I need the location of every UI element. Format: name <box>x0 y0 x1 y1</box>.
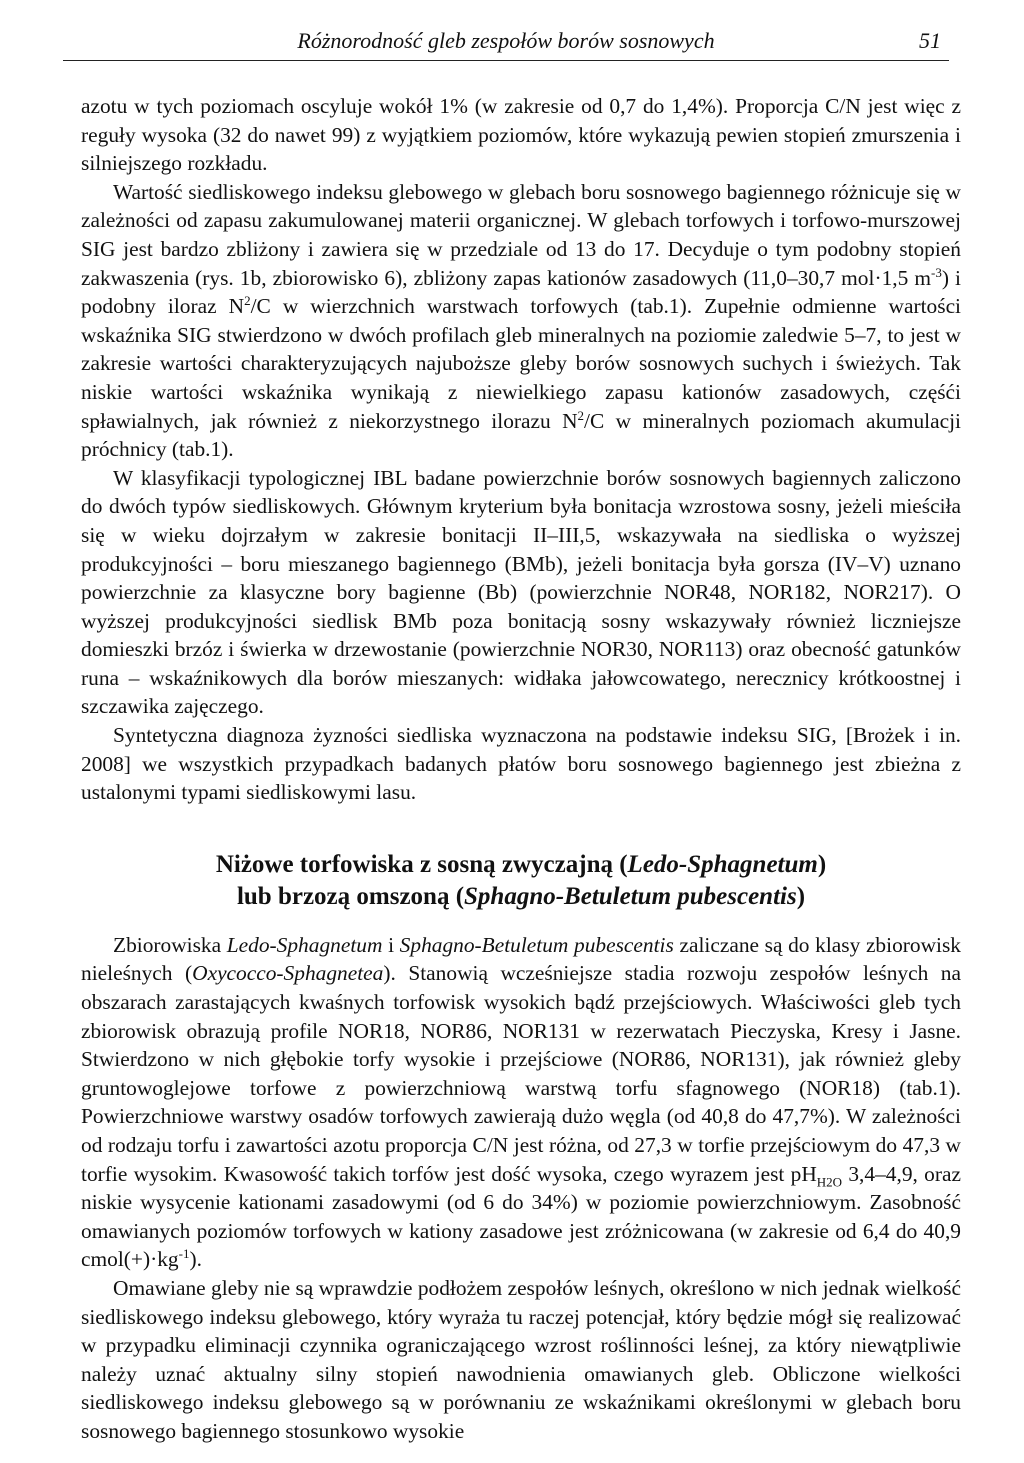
section-heading-line-1 <box>81 849 961 881</box>
paragraph-1: azotu w tych poziomach oscyluje wokół 1% (w zakresie od 0,7 do 1,4%). Proporcja C/N jest więc z reguły wysoka (32 do nawet 99) z wyjątkiem poziomów, które wykazują pewien stopień zmurszenia i silniejszego rozkładu. <box>81 94 961 176</box>
section-heading <box>81 849 961 913</box>
superscript: 2 <box>577 407 585 423</box>
paragraph-3: W klasyfikacji typologicznej IBL badane powierzchnie borów sosnowych bagiennych zaliczono do dwóch typów siedliskowych. Głównym kryterium była bonitacja wzrostowa sosny, jeżeli mieściła się w wieku dojrzałym w zakresie bonitacji II–III,5, wskazywała na siedliska o wyższej produkcyjności – boru mieszanego bagiennego (BMb), jeżeli bonitacja była gorsza (IV–V) uznano powierzchnie za klasyczne bory bagienne (Bb) (powierzchnie NOR48, NOR182, NOR217). O wyższej produkcyjności siedlisk BMb poza bonitacją sosny wskazywały również liczniejsze domieszki brzóz i świerka w drzewostanie (powierzchnie NOR30, NOR113) oraz obecność gatunków runa – wskaźnikowych dla borów mieszanych: widłaka jałowcowatego, nerecznicy krótkoostnej i szczawika zajęczego. <box>81 465 961 719</box>
text-run: Zbiorowiska <box>113 932 227 957</box>
paragraph-2-text-b: ) i podobny iloraz N <box>81 265 961 319</box>
section-heading-line-2 <box>81 881 961 913</box>
heading-text: Niżowe torfowiska z sosną zwyczajną ( <box>215 850 628 878</box>
paragraph-2 <box>81 178 961 464</box>
heading-taxon: Ledo-Sphagnetum <box>627 850 818 878</box>
heading-text: ) <box>817 850 827 878</box>
paragraph-4: Syntetyczna diagnoza żyzności siedliska wyznaczona na podstawie indeksu SIG, [Brożek i in. 2008] we wszystkich przypadkach badanych płatów boru sosnowego bagiennego jest zbieżna z ustalonymi typami siedliskowymi lasu. <box>81 723 961 805</box>
heading-taxon: Sphagno-Betuletum pubescentis <box>464 882 797 910</box>
heading-text: lub brzozą omszoną ( <box>236 882 465 910</box>
running-head <box>63 24 949 61</box>
taxon-name: Sphagno-Betuletum pubescentis <box>399 932 674 957</box>
superscript: -1 <box>178 1246 190 1262</box>
page-number: 51 <box>919 28 941 53</box>
taxon-name: Oxycocco-Sphagnetea <box>192 961 384 986</box>
subscript: H2O <box>816 1173 843 1189</box>
text-run: ). <box>189 1247 202 1272</box>
superscript: 2 <box>244 293 251 309</box>
text-run: i <box>382 932 400 957</box>
text-run: zaliczane są do klasy zbiorowisk nieleśnych ( <box>81 932 961 986</box>
text-run: ). Stanowią wcześniejsze stadia rozwoju zespołów leśnych na obszarach zarastających kwaśnych torfowisk wysokich bądź przejściowych. Właściwości gleb tych zbiorowisk obrazują profile NOR18, NOR86, NOR131 w rezerwatach Pieczyska, Kresy i Jasne. Stwierdzono w nich głębokie torfy wysokie i przejściowe (NOR86, NOR131), jak również gleby gruntowoglejowe torfowe z powierzchniową warstwą torfu sfagnowego (NOR18) (tab.1). Powierzchniowe warstwy osadów torfowych zawierają dużo węgla (od 40,8 do 47,7%). W zależności od rodzaju torfu i zawartości azotu proporcja C/N jest różna, od 27,3 w torfie przejściowym do 47,3 w torfie wysokim. Kwasowość takich torfów jest dość wysoka, czego wyrazem jest pH <box>81 961 962 1186</box>
paragraph-2-text-d: /C w mineralnych poziomach akumulacji próchnicy (tab.1). <box>81 408 961 462</box>
superscript: -3 <box>931 264 942 280</box>
paragraph-5 <box>81 931 961 1274</box>
body-text <box>81 92 961 1446</box>
text-run: 3,4–4,9, oraz niskie wysycenie kationami zasadowymi (od 6 do 34%) w poziomie powierzchniowym. Zasobność omawianych poziomów torfowych w kationy zasadowe jest zróżnicowana (w zakresie od 6,4 do 40,9 cmol(+)·kg <box>81 1161 961 1272</box>
running-title: Różnorodność gleb zespołów borów sosnowych <box>297 28 715 53</box>
taxon-name: Ledo-Sphagnetum <box>226 932 383 957</box>
heading-text: ) <box>796 882 806 910</box>
paragraph-6: Omawiane gleby nie są wprawdzie podłożem zespołów leśnych, określono w nich jednak wielkość siedliskowego indeksu glebowego, który wyraża tu raczej potencjał, który będzie mógł się realizować w przypadku eliminacji czynnika ograniczającego wzrost roślinności leśnej, za który niewątpliwie należy uznać aktualny silny stopień nawodnienia omawianych gleb. Obliczone wielkości siedliskowego indeksu glebowego są w porównaniu ze wskaźnikami określonymi w glebach boru sosnowego bagiennego stosunkowo wysokie <box>81 1275 961 1443</box>
paragraph-2-text-a: Wartość siedliskowego indeksu glebowego w glebach boru sosnowego bagiennego różnicuje się w zależności od zapasu zakumulowanej materii organicznej. W glebach torfowych i torfowo-murszowej SIG jest bardzo zbliżony i zawiera się w przedziale od 13 do 17. Decyduje o tym podobny stopień zakwaszenia (rys. 1b, zbiorowisko 6), zbliżony zapas kationów zasadowych (11,0–30,7 mol·1,5 m <box>81 179 961 290</box>
paragraph-2-text-c: /C w wierzchnich warstwach torfowych (tab.1). Zupełnie odmienne wartości wskaźnika SIG stwierdzono w dwóch profilach gleb mineralnych na poziomie zaledwie 5–7, to jest w zakresie wartości charakteryzujących najuboższe gleby borów sosnowych suchych i świeżych. Tak niskie wartości wskaźnika wynikają z niewielkiego zapasu kationów zasadowych, częśći spławialnych, jak również z niekorzystnego ilorazu N <box>81 294 962 433</box>
